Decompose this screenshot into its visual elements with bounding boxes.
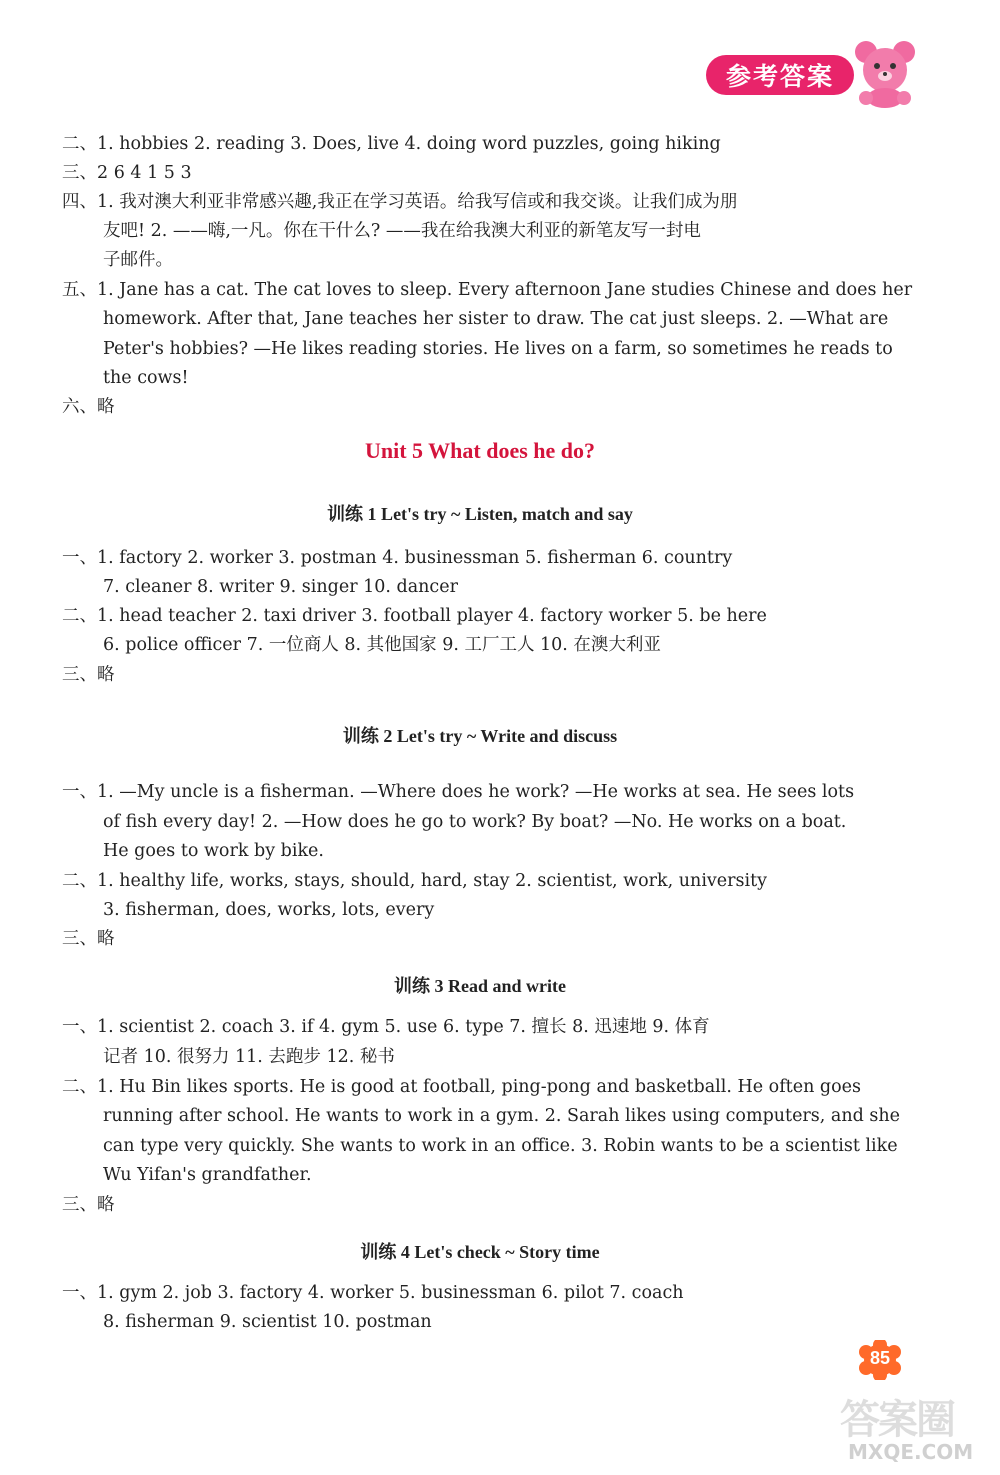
training-1-line-1: 一、1. factory 2. worker 3. postman 4. businessman 5. fisherman 6. country [62,548,733,568]
training-3-line-1: 一、1. scientist 2. coach 3. if 4. gym 5. use 6. type 7. 擅长 8. 迅速地 9. 体育 [62,1017,710,1037]
answer-section-6: 六、略 [62,397,115,417]
answer-key-badge: 参考答案 [706,55,854,95]
training-1-line-2: 7. cleaner 8. writer 9. singer 10. dancer [103,577,458,597]
training-1-line-5: 三、略 [62,665,115,685]
training-3-line-7: 三、略 [62,1195,115,1215]
training-3-title: 训练 3 Read and write [394,976,566,996]
training-2-line-1: 一、1. —My uncle is a fisherman. —Where does he work? —He works at sea. He sees lots [62,782,855,802]
answer-section-4-line-1: 四、1. 我对澳大利亚非常感兴趣,我正在学习英语。给我写信或和我交谈。让我们成为朋 [62,192,738,212]
teddy-bear-icon [852,40,918,108]
page-number-text: 85 [869,1348,891,1368]
training-2-line-2: of fish every day! 2. —How does he go to work? By boat? —No. He works on a boat. [103,812,847,832]
answer-section-4-line-2: 友吧! 2. ——嗨,一凡。你在干什么? ——我在给我澳大利亚的新笔友写一封电 [103,221,701,241]
unit-title: Unit 5 What does he do? [364,438,596,463]
watermark-logo: 答案圈 [840,1397,954,1443]
training-1-line-4: 6. police officer 7. 一位商人 8. 其他国家 9. 工厂工人 10. 在澳大利亚 [103,635,661,655]
training-2-title: 训练 2 Let's try ~ Write and discuss [342,726,618,746]
answer-section-2: 二、1. hobbies 2. reading 3. Does, live 4. doing word puzzles, going hiking [62,134,721,154]
training-1-line-3: 二、1. head teacher 2. taxi driver 3. football player 4. factory worker 5. be here [62,606,767,626]
training-2-line-5: 3. fisherman, does, works, lots, every [103,900,435,920]
training-1-title: 训练 1 Let's try ~ Listen, match and say [327,504,633,524]
watermark-url: MXQE.COM [848,1440,974,1464]
training-3-line-4: running after school. He wants to work in a gym. 2. Sarah likes using computers, and she [103,1106,900,1126]
training-4-title: 训练 4 Let's check ~ Story time [360,1242,600,1262]
training-2-line-6: 三、略 [62,929,115,949]
answer-section-5-line-2: homework. After that, Jane teaches her sister to draw. The cat just sleeps. 2. —What are [103,309,889,329]
training-3-line-3: 二、1. Hu Bin likes sports. He is good at football, ping-pong and basketball. He often goes [62,1077,861,1097]
training-4-line-2: 8. fisherman 9. scientist 10. postman [103,1312,432,1332]
answer-section-3: 三、2 6 4 1 5 3 [62,163,192,183]
training-3-line-5: can type very quickly. She wants to work in an office. 3. Robin wants to be a scientist like [103,1136,898,1156]
answer-section-5-line-1: 五、1. Jane has a cat. The cat loves to sleep. Every afternoon Jane studies Chinese and does her [62,280,913,300]
training-3-line-2: 记者 10. 很努力 11. 去跑步 12. 秘书 [103,1047,395,1067]
answer-section-5-line-4: the cows! [103,368,189,388]
answer-section-4-line-3: 子邮件。 [103,250,173,270]
training-3-line-6: Wu Yifan's grandfather. [103,1165,312,1185]
training-2-line-3: He goes to work by bike. [103,841,324,861]
page-number [852,1340,908,1380]
answer-section-5-line-3: Peter's hobbies? —He likes reading stories. He lives on a farm, so sometimes he reads to [103,339,893,359]
training-4-line-1: 一、1. gym 2. job 3. factory 4. worker 5. businessman 6. pilot 7. coach [62,1283,684,1303]
training-2-line-4: 二、1. healthy life, works, stays, should, hard, stay 2. scientist, work, university [62,871,768,891]
